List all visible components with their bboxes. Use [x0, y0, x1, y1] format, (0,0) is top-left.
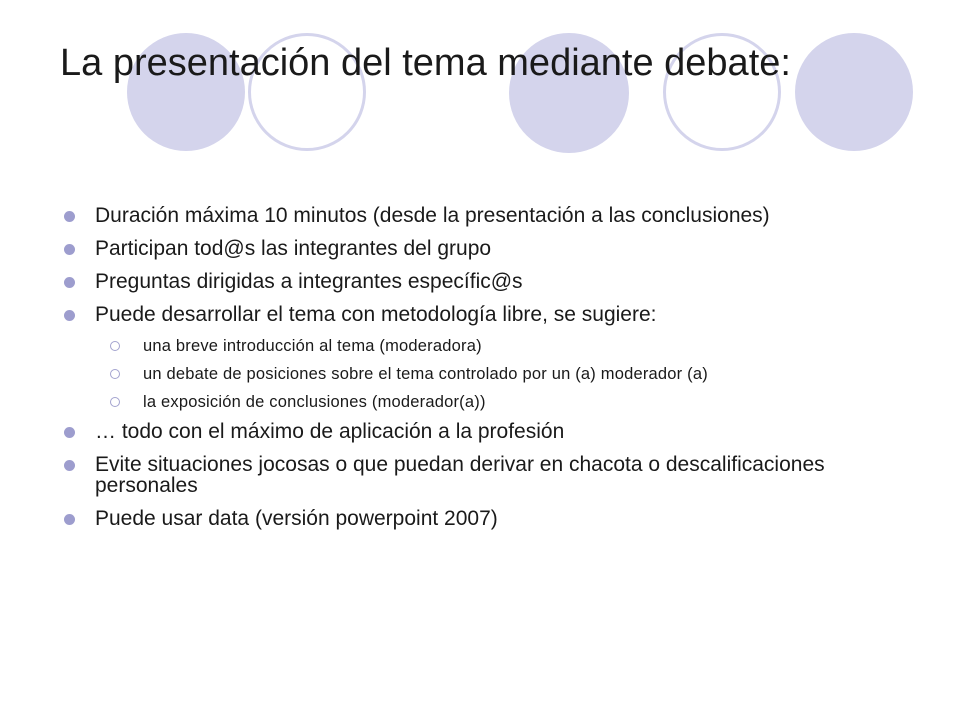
bullet-ring-icon — [110, 341, 120, 351]
bullet-text: … todo con el máximo de aplicación a la profesión — [95, 420, 565, 443]
bullet-dot-icon — [64, 211, 75, 222]
bullet-dot-icon — [64, 277, 75, 288]
bullet-text: Preguntas dirigidas a integrantes específic@s — [95, 270, 523, 293]
bullet-item — [60, 304, 830, 325]
bullet-text: Puede usar data (versión powerpoint 2007) — [95, 507, 498, 530]
bullet-ring-icon — [110, 397, 120, 407]
bullet-ring-icon — [110, 369, 120, 379]
bullet-item — [60, 205, 830, 226]
bullet-text: Participan tod@s las integrantes del grupo — [95, 237, 492, 260]
slide-title: La presentación del tema mediante debate: — [60, 42, 791, 84]
bullet-item — [60, 508, 830, 529]
bullet-list-continued — [60, 421, 830, 529]
bullet-item — [60, 421, 830, 442]
bullet-dot-icon — [64, 427, 75, 438]
bullet-item — [60, 454, 830, 496]
bullet-list — [60, 205, 830, 325]
sub-bullet-text: la exposición de conclusiones (moderador(a)) — [143, 393, 486, 411]
sub-bullet-item — [60, 337, 830, 355]
bullet-dot-icon — [64, 514, 75, 525]
sub-bullet-item — [60, 393, 830, 411]
sub-bullet-text: un debate de posiciones sobre el tema controlado por un (a) moderador (a) — [143, 365, 708, 383]
bullet-text: Duración máxima 10 minutos (desde la presentación a las conclusiones) — [95, 204, 770, 227]
bullet-dot-icon — [64, 244, 75, 255]
bullet-item — [60, 271, 830, 292]
bullet-text: Evite situaciones jocosas o que puedan derivar en chacota o descalificaciones personales — [95, 453, 825, 497]
bullet-text: Puede desarrollar el tema con metodología libre, se sugiere: — [95, 303, 657, 326]
bullet-item — [60, 238, 830, 259]
sub-bullet-list — [60, 337, 830, 411]
slide-body — [60, 205, 830, 541]
bullet-dot-icon — [64, 310, 75, 321]
sub-bullet-item — [60, 365, 830, 383]
bullet-dot-icon — [64, 460, 75, 471]
sub-bullet-text: una breve introducción al tema (moderadora) — [143, 337, 482, 355]
